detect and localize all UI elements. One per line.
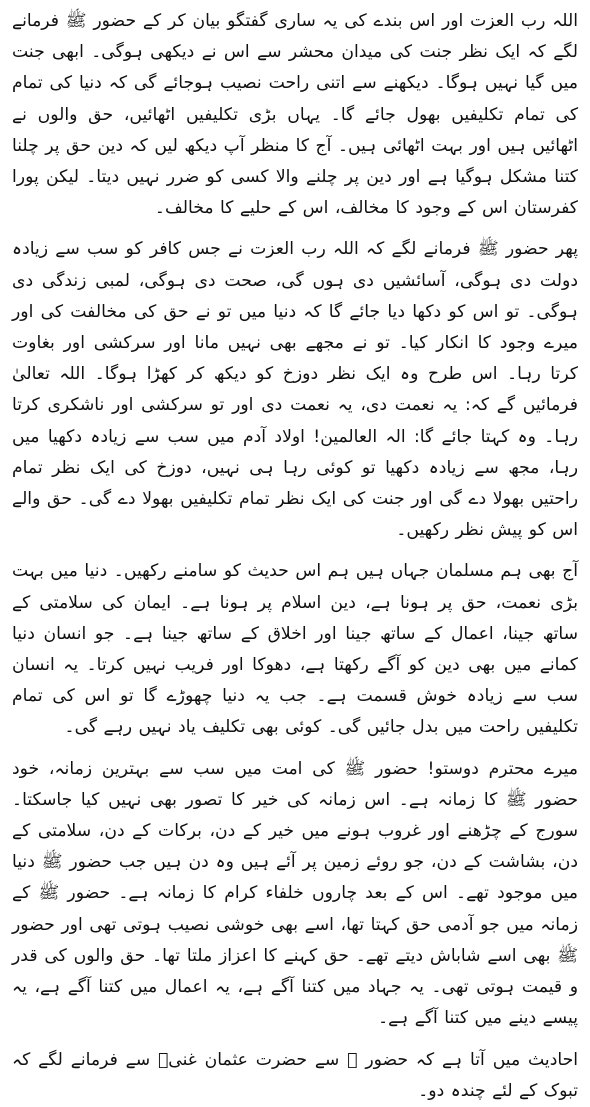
paragraph-1: اللہ رب العزت اور اس بندے کی یہ ساری گفتگو بیان کر کے حضور ﷺ فرمانے لگے کہ ایک نظر جنت کی میدان محشر سے اس نے دیکھی ہوگی۔ ابھی جنت میں گیا نہیں ہوگا۔ دیکھنے سے اتنی راحت نصیب ہوجائے گی کہ دنیا کی تمام کی تمام تکلیفیں بھول جائے گا۔ یہاں بڑی تکلیفیں اٹھائیں، حق والوں نے اٹھائیں ہیں اور بہت اٹھائی ہیں۔ آج کا منظر آپ دیکھ لیں کہ دین حق پر چلنا کتنا مشکل ہوگیا ہے اور دین پر چلنے والا کسی کو ضرر نہیں دیتا۔ لیکن پورا کفرستان اس کے وجود کا مخالف، اس کے حلیے کا مخالف۔ — [12, 11, 578, 219]
paragraph-4: میرے محترم دوستو! حضور ﷺ کی امت میں سب سے بہترین زمانہ، خود حضور ﷺ کا زمانہ ہے۔ اس زمانہ کی خیر کا تصور بھی نہیں کیا جاسکتا۔ سورج کے چڑھنے اور غروب ہونے میں خیر کے دن، برکات کے دن، سلامتی کے دن، بشاشت کے دن، جو روئے زمین پر آئے ہیں وہ دن ہیں جب حضور ﷺ دنیا میں موجود تھے۔ اس کے بعد چاروں خلفاء کرام کا زمانہ ہے۔ حضور ﷺ کے زمانہ میں جو آدمی حق کہتا تھا، اسے بھی خوشی نصیب ہوتی تھی اور حضور ﷺ بھی اسے شاباش دیتے تھے۔ حق کہنے کا اعزاز ملتا تھا۔ حق والوں کی قدر و قیمت ہوتی تھی۔ یہ جہاد میں کتنا آگے ہے، یہ اعمال میں کتنا آگے ہے، یہ پیسے دینے میں کتنا آگے ہے۔ — [12, 758, 578, 1029]
paragraph-5: احادیث میں آتا ہے کہ حضور ﷺ سے حضرت عثمان غنیؓ سے فرمانے لگے کہ تبوک کے لئے چندہ دو۔ — [12, 1049, 578, 1101]
paragraph-3: آج بھی ہم مسلمان جہاں ہیں ہم اس حدیث کو سامنے رکھیں۔ دنیا میں بہت بڑی نعمت، حق پر ہونا ہے، دین اسلام پر ہونا ہے۔ ایمان کی سلامتی کے ساتھ جینا، اعمال کے ساتھ جینا اور اخلاق کے ساتھ جینا ہے۔ جو انسان دنیا کمانے میں بھی دین کو آگے رکھتا ہے، دھوکا اور فریب نہیں کرتا۔ یہ انسان سب سے زیادہ خوش قسمت ہے۔ جب یہ دنیا چھوڑے گا تو اس کی تمام تکلیفیں راحت میں بدل جائیں گی۔ کوئی بھی تکلیف یاد نہیں رہے گی۔ — [12, 561, 578, 738]
paragraph-2: پھر حضور ﷺ فرمانے لگے کہ اللہ رب العزت نے جس کافر کو سب سے زیادہ دولت دی ہوگی، آسائشیں دی ہوں گی، صحت دی ہوگی، لمبی زندگی دی ہوگی۔ تو اس کو دکھا دیا جائے گا کہ دنیا میں تو نے حق کی مخالفت کی اور میرے وجود کا انکار کیا۔ تو نے مجھے بھی نہیں مانا اور سرکشی اور بغاوت کرتا رہا۔ اس طرح وہ ایک نظر دوزخ کو دیکھ کر کھڑا ہوگا۔ اللہ تعالیٰ فرمائیں گے کہ: یہ نعمت دی، یہ نعمت دی اور تو سرکشی اور ناشکری کرتا رہا۔ وہ کہتا جائے گا: الہ العالمین! اولاد آدم میں سب سے زیادہ دکھیا میں رہا، مجھ سے زیادہ دکھیا تو کوئی رہا ہی نہیں، دوزخ کی ایک نظر تمام راحتیں بھولا دے گی اور جنت کی ایک نظر تمام تکلیفیں بھولا دے گی۔ حق والے اس کو پیش نظر رکھیں۔ — [12, 239, 578, 541]
article-page — [12, 6, 578, 1101]
